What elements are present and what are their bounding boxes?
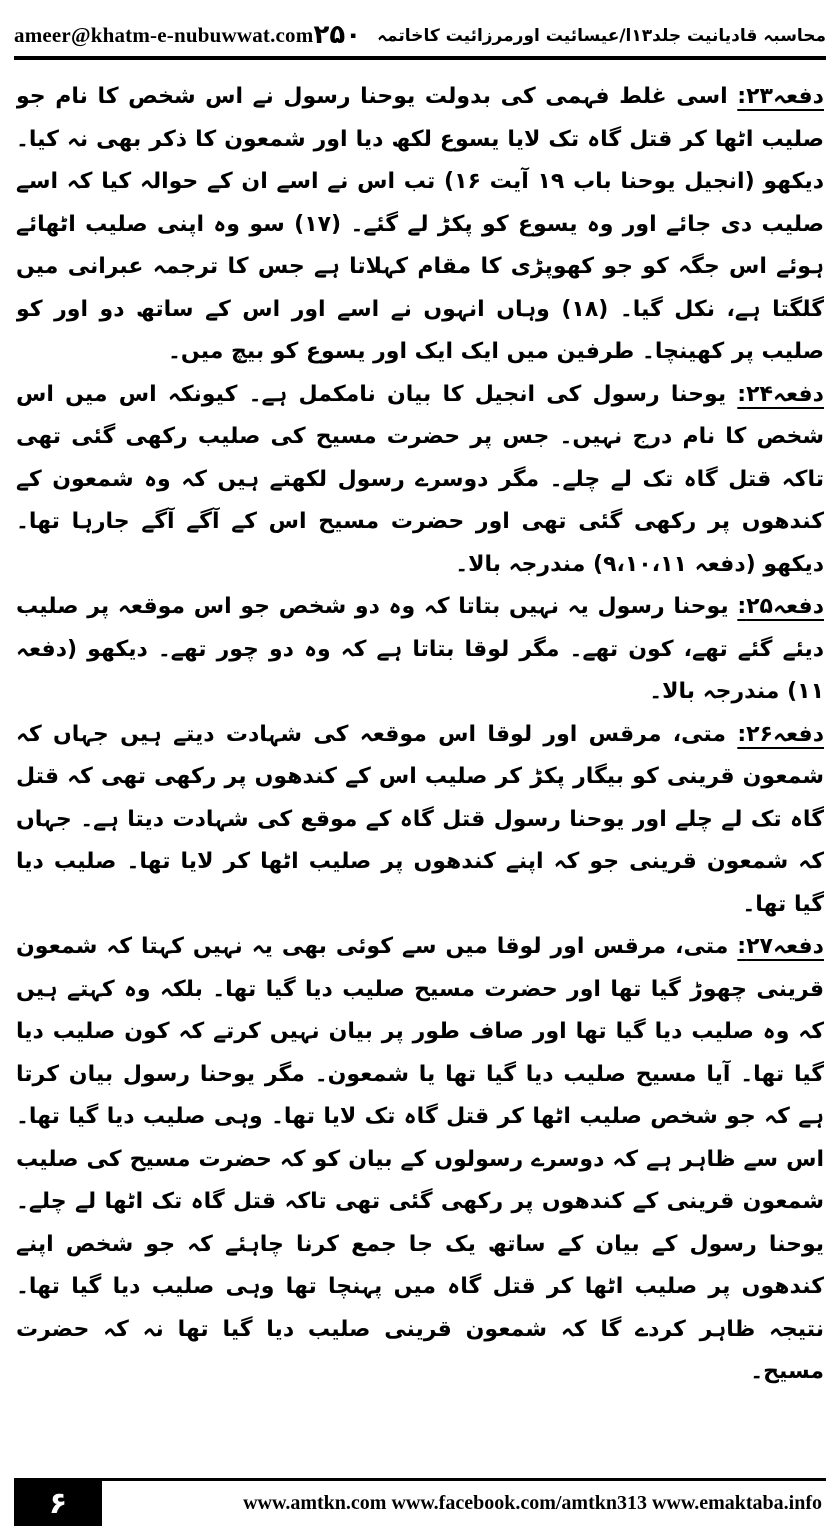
- section-paragraph-27: [16, 926, 824, 1394]
- section-paragraph-23: [16, 76, 824, 374]
- section-text-24: یوحنا رسول کی انجیل کا بیان نامکمل ہے۔ کیونکہ اس میں اس شخص کا نام درج نہیں۔ جس پر حضرت مسیح کی صلیب رکھی گئی تھی تاکہ قتل گاہ تک لے چلے۔ مگر دوسرے رسول لکھتے ہیں کہ وہ شمعون کے کندھوں پر رکھی گئی تھی اور حضرت مسیح اس کے آگے آگے جارہا تھا۔ دیکھو (دفعہ ۹،۱۰،۱۱) مندرجہ بالا۔: [16, 381, 824, 577]
- section-paragraph-24: [16, 374, 824, 587]
- section-text-23: اسی غلط فہمی کی بدولت یوحنا رسول نے اس شخص کا نام جو صلیب اٹھا کر قتل گاہ تک لایا یسوع لکھ دیا اور شمعون کا ذکر بھی نہ کیا۔ دیکھو (انجیل یوحنا باب ۱۹ آیت ۱۶) تب اس نے اسے ان کے حوالہ کیا کہ اسے صلیب دی جائے اور وہ یسوع کو پکڑ لے گئے۔ (۱۷) سو وہ اپنی صلیب اٹھائے ہوئے اس جگہ کو جو کھوپڑی کا مقام کہلاتا ہے جس کا ترجمہ عبرانی میں گلگتا ہے، نکل گیا۔ (۱۸) وہاں انہوں نے اسے اور اس کے ساتھ دو اور کو صلیب پر کھینچا۔ طرفین میں ایک ایک اور یسوع کو بیچ میں۔: [16, 84, 824, 364]
- section-paragraph-26: [16, 714, 824, 927]
- page-footer: [14, 1478, 826, 1526]
- section-label-25: دفعہ۲۵:: [737, 594, 824, 619]
- section-paragraph-25: [16, 586, 824, 714]
- section-label-24: دفعہ۲۴:: [737, 381, 824, 407]
- header-title-group: [313, 20, 826, 50]
- page-header: [14, 14, 826, 60]
- header-email: ameer@khatm-e-nubuwwat.com: [14, 22, 314, 47]
- footer-page-marker: ۶: [14, 1481, 102, 1526]
- footer-links[interactable]: www.amtkn.com www.facebook.com/amtkn313 www.emaktaba.info: [243, 1492, 822, 1514]
- document-body: [16, 76, 824, 1456]
- section-label-23: دفعہ۲۳:: [737, 84, 824, 109]
- section-label-27: دفعہ۲۷:: [737, 934, 824, 959]
- page-number: ۲۵۰: [313, 20, 362, 50]
- section-text-27: متی، مرقس اور لوقا میں سے کوئی بھی یہ نہیں کہتا کہ شمعون قرینی چھوڑ گیا تھا اور حضرت مسیح صلیب دیا گیا تھا۔ بلکہ وہ کہتے ہیں کہ وہ صلیب دیا گیا تھا اور صاف طور پر بیان نہیں کرتے کہ کون صلیب دیا گیا تھا۔ آیا مسیح صلیب دیا گیا تھا یا شمعون۔ مگر یوحنا رسول بیان کرتا ہے کہ جو شخص صلیب اٹھا کر قتل گاہ تک لایا تھا۔ وہی صلیب دیا گیا تھا۔ اس سے ظاہر ہے کہ دوسرے رسولوں کے بیان کو کہ حضرت مسیح کی صلیب شمعون قرینی کے کندھوں پر رکھی گئی تھی تاکہ قتل گاہ تک اٹھا لے چلے۔ یوحنا رسول کے بیان کے ساتھ یک جا جمع کرنا چاہئے کہ جو شخص اپنے کندھوں پر صلیب اٹھا کر قتل گاہ میں پہنچا تھا وہی صلیب دیا گیا تھا۔ نتیجہ ظاہر کردے گا کہ شمعون قرینی صلیب دیا گیا تھا نہ کہ حضرت مسیح۔: [16, 934, 824, 1384]
- section-text-26: متی، مرقس اور لوقا اس موقعہ کی شہادت دیتے ہیں جہاں کہ شمعون قرینی کو بیگار پکڑ کر صلیب اس کے کندھوں پر رکھی تھی کہ قتل گاہ تک لے چلے اور یوحنا رسول قتل گاہ کے موقع کی شہادت دیتا ہے۔ جہاں کہ شمعون قرینی جو کہ اپنے کندھوں پر صلیب اٹھا کر لایا تھا۔ صلیب دیا گیا تھا۔: [16, 721, 824, 917]
- book-title: محاسبہ قادیانیت جلد۱۳ا/عیسائیت اورمرزائیت کاخاتمہ: [377, 25, 827, 46]
- section-label-26: دفعہ۲۶:: [737, 721, 824, 747]
- section-text-25: یوحنا رسول یہ نہیں بتاتا کہ وہ دو شخص جو اس موقعہ پر صلیب دیئے گئے تھے، کون تھے۔ مگر لوقا بتاتا ہے کہ وہ دو چور تھے۔ دیکھو (دفعہ ۱۱) مندرجہ بالا۔: [16, 594, 824, 704]
